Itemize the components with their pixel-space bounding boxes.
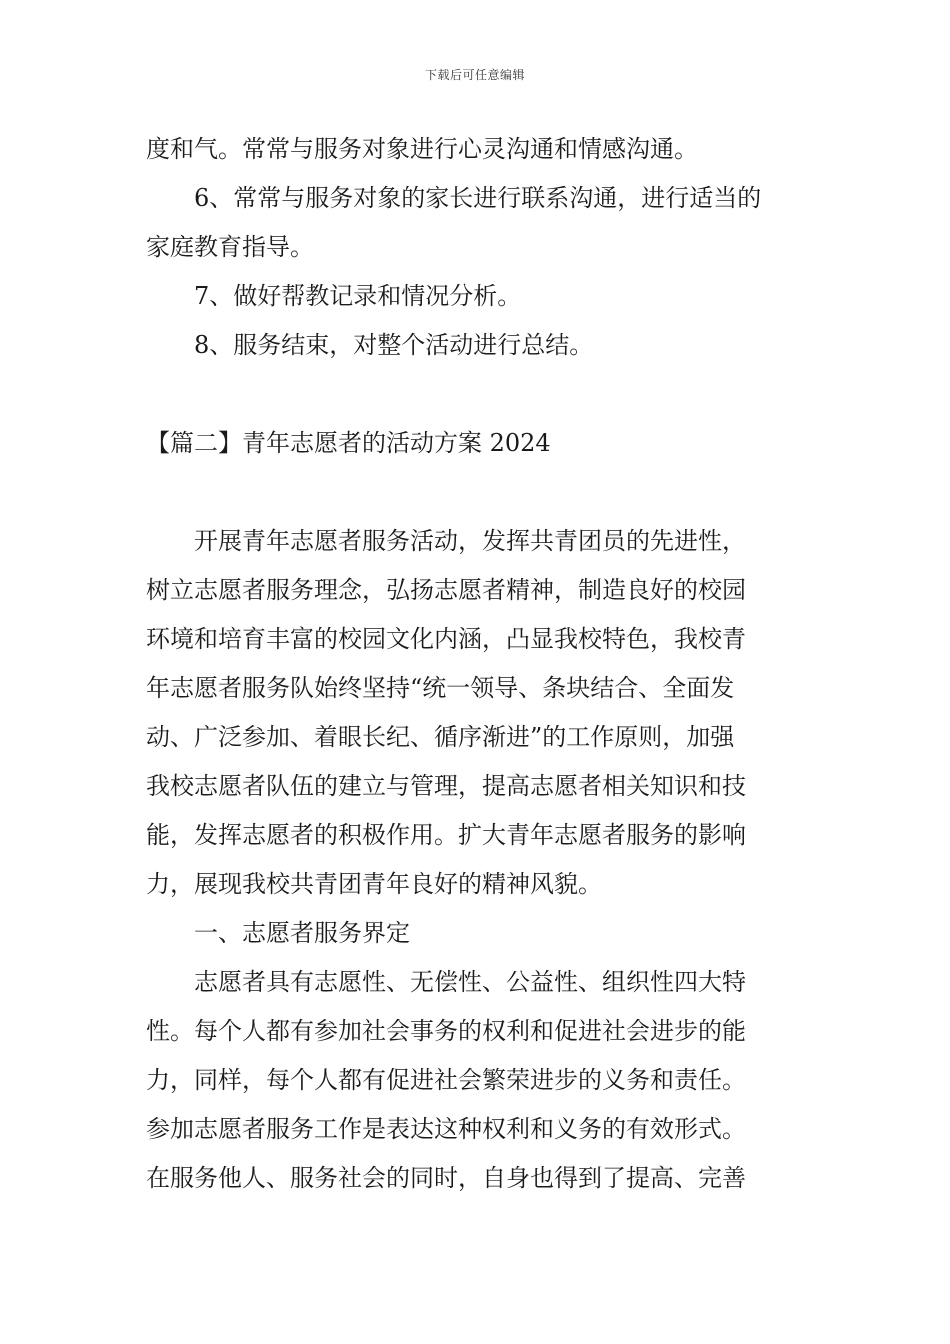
- paragraph-line: 树立志愿者服务理念，弘扬志愿者精神，制造良好的校园: [146, 576, 746, 604]
- paragraph-line: 志愿者具有志愿性、无偿性、公益性、组织性四大特: [194, 968, 746, 996]
- subheading: 一、志愿者服务界定: [194, 919, 410, 947]
- paragraph-line: 能，发挥志愿者的积极作用。扩大青年志愿者服务的影响: [146, 821, 746, 849]
- paragraph-line: 力，展现我校共青团青年良好的精神风貌。: [146, 870, 602, 898]
- paragraph-line: 动、广泛参加、着眼长纪、循序渐进”的工作原则，加强: [146, 723, 735, 751]
- document-body: [146, 125, 810, 1203]
- paragraph-line: 力，同样，每个人都有促进社会繁荣进步的义务和责任。: [146, 1066, 746, 1094]
- paragraph-line: 环境和培育丰富的校园文化内涵，凸显我校特色，我校青: [146, 625, 746, 653]
- paragraph-line: 参加志愿者服务工作是表达这种权利和义务的有效形式。: [146, 1115, 746, 1143]
- paragraph-line: 年志愿者服务队始终坚持“统一领导、条块结合、全面发: [146, 674, 735, 702]
- page-header: 下载后可任意编辑: [424, 68, 525, 82]
- text-line: 家庭教育指导。: [146, 233, 314, 261]
- paragraph-line: 开展青年志愿者服务活动，发挥共青团员的先进性，: [194, 527, 746, 555]
- section-title: 【篇二】青年志愿者的活动方案 2024: [146, 429, 551, 457]
- blank-line: [146, 370, 810, 419]
- list-item-7: 7、做好帮教记录和情况分析。: [194, 282, 522, 310]
- text-line: 度和气。常常与服务对象进行心灵沟通和情感沟通。: [146, 135, 698, 163]
- blank-line: [146, 468, 810, 517]
- paragraph-line: 我校志愿者队伍的建立与管理，提高志愿者相关知识和技: [146, 772, 746, 800]
- list-item-6: 6、常常与服务对象的家长进行联系沟通，进行适当的: [194, 184, 762, 212]
- paragraph-line: 在服务他人、服务社会的同时，自身也得到了提高、完善: [146, 1164, 746, 1192]
- list-item-8: 8、服务结束，对整个活动进行总结。: [194, 331, 594, 359]
- paragraph-line: 性。每个人都有参加社会事务的权利和促进社会进步的能: [146, 1017, 746, 1045]
